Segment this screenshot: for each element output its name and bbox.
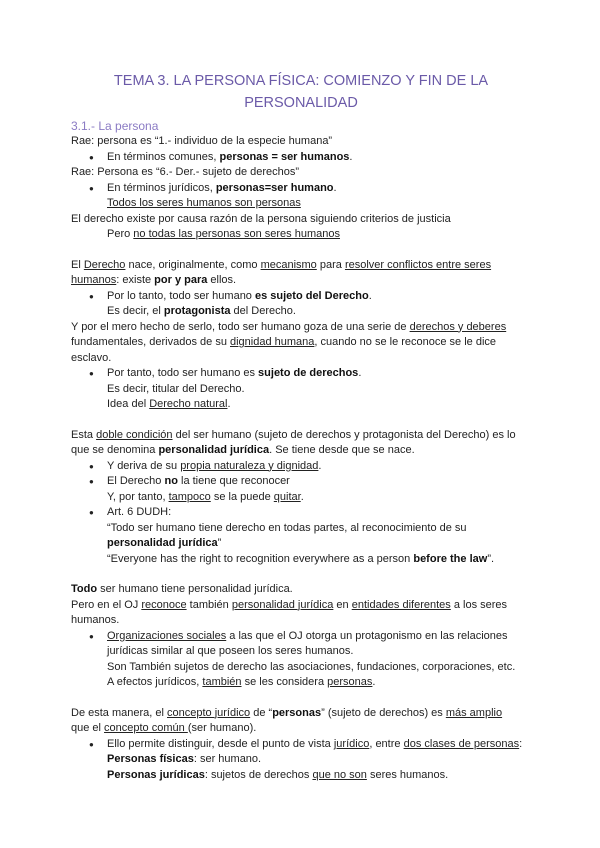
paragraph: Pero en el OJ reconoce también personalidad jurídica en entidades diferentes a los seres humanos. xyxy=(71,598,508,626)
list-item-continuation: Es decir, titular del Derecho. xyxy=(107,382,245,395)
list-item-continuation: Es decir, el protagonista del Derecho. xyxy=(107,305,296,317)
list-item: ● Y deriva de su propia naturaleza y dignidad. xyxy=(71,459,531,475)
list-item: ● Por tanto, todo ser humano es sujeto de derechos. xyxy=(71,366,531,382)
document-title: TEMA 3. LA PERSONA FÍSICA: COMIENZO Y FIN DE LA PERSONALIDAD xyxy=(113,73,489,111)
list-item-continuation: Personas físicas: ser humano. xyxy=(107,753,262,765)
quote-line: personalidad jurídica” xyxy=(107,537,222,549)
section-heading: 3.1.- La persona xyxy=(71,119,159,133)
quote-line: “Everyone has the right to recognition everywhere as a person before the law”. xyxy=(107,552,495,565)
rae-definition-1: Rae: persona es “1.- individuo de la especie humana” xyxy=(71,135,333,147)
list-item: ● En términos jurídicos, personas=ser humano. xyxy=(71,181,531,197)
list-item: ● Por lo tanto, todo ser humano es sujeto del Derecho. xyxy=(71,289,531,305)
list-item-continuation: Todos los seres humanos son personas xyxy=(107,197,301,209)
paragraph: De esta manera, el concepto jurídico de “personas” (sujeto de derechos) es más amplio que el concepto común (ser humano). xyxy=(71,706,503,734)
list-item: ● Art. 6 DUDH: xyxy=(71,505,531,521)
list-item-continuation: Y, por tanto, tampoco se la puede quitar. xyxy=(107,490,304,503)
quote-line: “Todo ser humano tiene derecho en todas partes, al reconocimiento de su xyxy=(107,521,467,534)
document-page xyxy=(71,70,531,783)
list-item: ● Ello permite distinguir, desde el punto de vista jurídico, entre dos clases de personas: xyxy=(71,737,531,753)
paragraph: Todo ser humano tiene personalidad jurídica. xyxy=(71,583,293,595)
paragraph: Y por el mero hecho de serlo, todo ser humano goza de una serie de derechos y deberes fundamentales, derivados de su dignidad humana, cuando no se le reconoce se le dice esclavo. xyxy=(71,320,507,364)
list-item-continuation: Idea del Derecho natural. xyxy=(107,398,231,410)
list-item-continuation: Personas jurídicas: sujetos de derechos que no son seres humanos. xyxy=(107,768,449,781)
paragraph: El derecho existe por causa razón de la persona siguiendo criterios de justicia xyxy=(71,212,451,225)
paragraph: Esta doble condición del ser humano (sujeto de derechos y protagonista del Derecho) es lo que se denomina personalidad jurídica. Se tiene desde que se nace. xyxy=(71,428,516,456)
paragraph-continuation: Pero no todas las personas son seres humanos xyxy=(107,228,340,240)
list-item: ● Organizaciones sociales a las que el OJ otorga un protagonismo en las relaciones xyxy=(71,629,531,645)
list-item: ● El Derecho no la tiene que reconocer xyxy=(71,474,531,490)
list-item-continuation: jurídicas similar al que poseen los seres humanos. xyxy=(107,645,354,657)
rae-definition-2: Rae: Persona es “6.- Der.- sujeto de derechos” xyxy=(71,166,300,178)
paragraph: El Derecho nace, originalmente, como mecanismo para resolver conflictos entre seres humanos: existe por y para ellos. xyxy=(71,258,492,286)
list-item-continuation: A efectos jurídicos, también se les considera personas. xyxy=(107,676,376,688)
list-item-continuation: Son También sujetos de derecho las asociaciones, fundaciones, corporaciones, etc. xyxy=(107,660,516,673)
list-item: ● En términos comunes, personas = ser humanos. xyxy=(71,150,531,166)
